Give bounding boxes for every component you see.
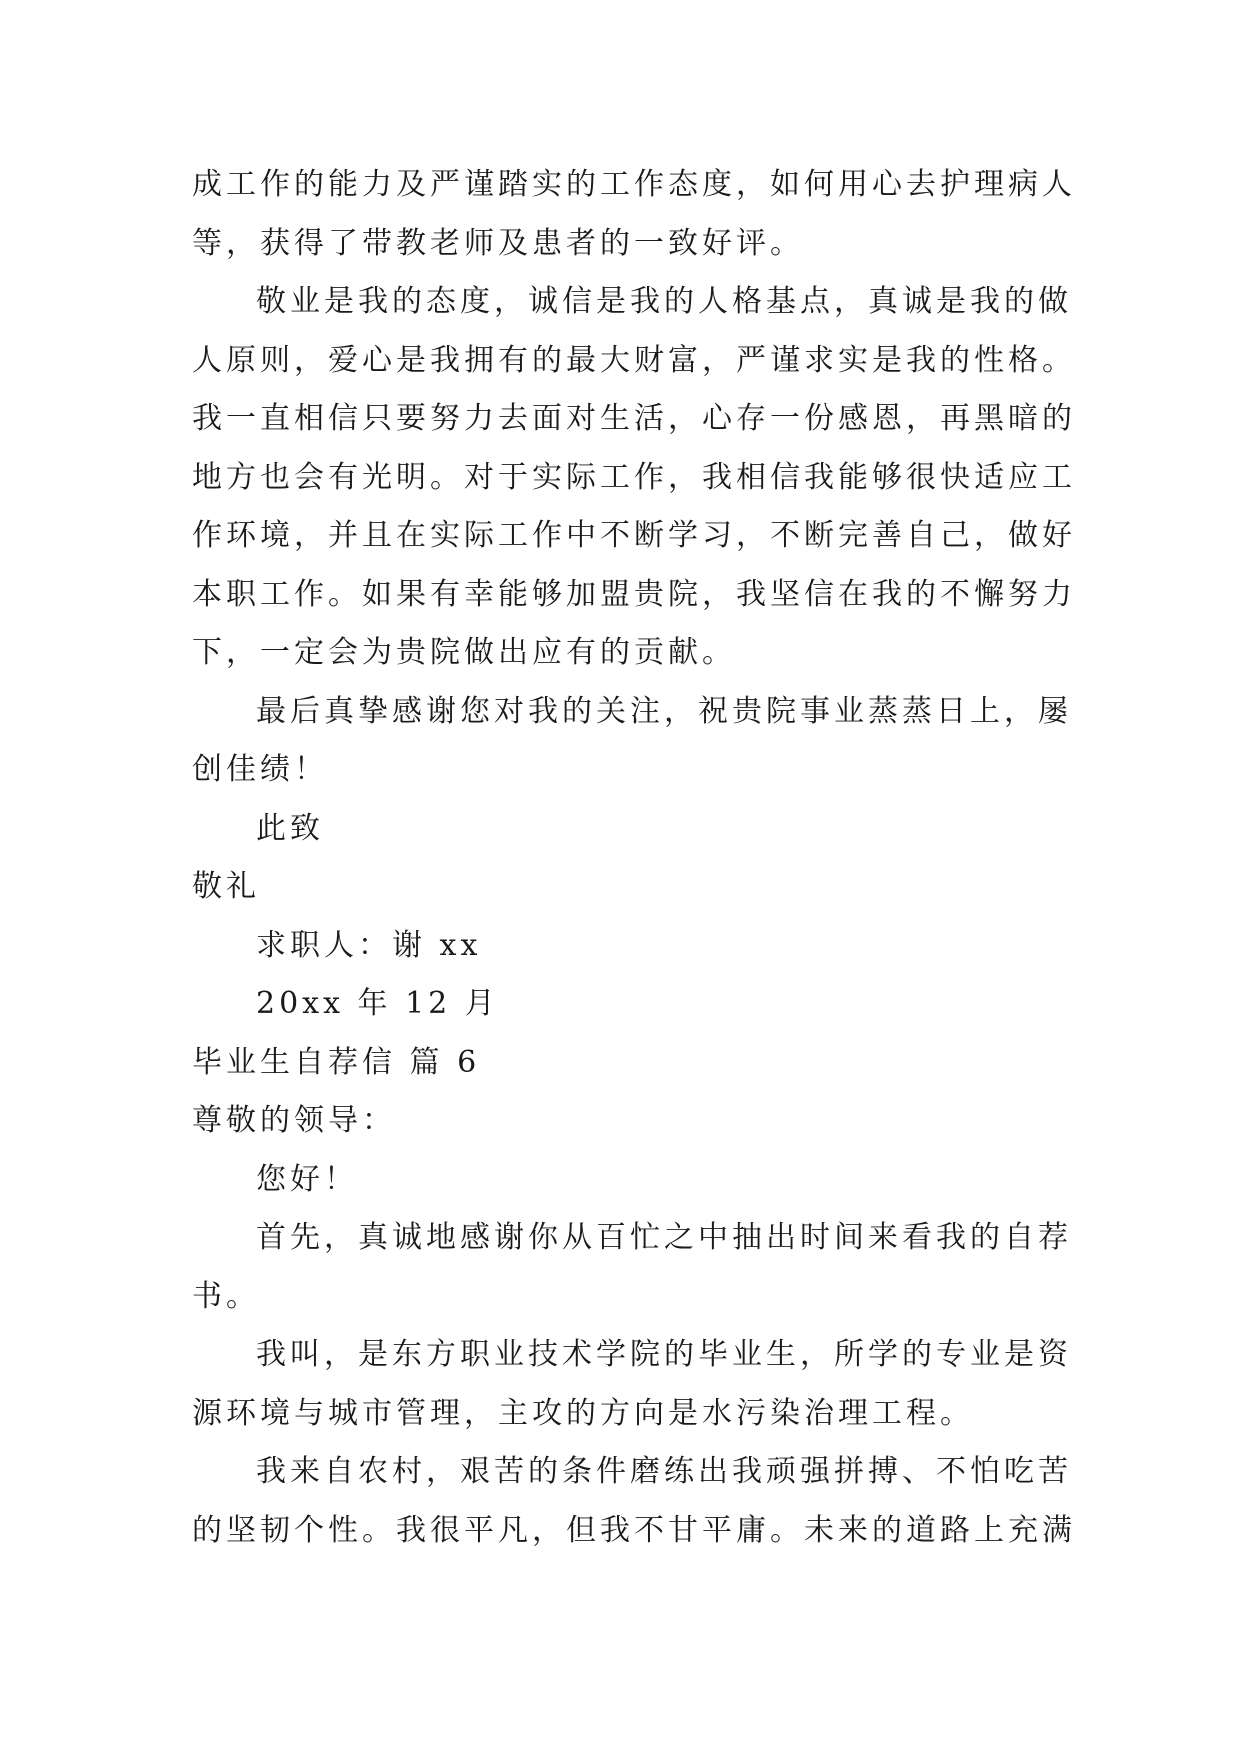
text-line: 敬业是我的态度，诚信是我的人格基点，真诚是我的做	[256, 284, 1072, 319]
text-line: 最后真挚感谢您对我的关注，祝贵院事业蒸蒸日上，屡	[256, 693, 1072, 729]
text-line: 尊敬的领导：	[192, 1103, 396, 1138]
text-line: 作环境，并且在实际工作中不断学习，不断完善自己，做好	[192, 518, 1076, 553]
text-line: 地方也会有光明。对于实际工作，我相信我能够很快适应工	[192, 459, 1076, 495]
text-line: 毕业生自荐信 篇 6	[192, 1044, 481, 1080]
text-line: 首先，真诚地感谢你从百忙之中抽出时间来看我的自荐	[256, 1220, 1072, 1255]
text-line: 人原则，爱心是我拥有的最大财富，严谨求实是我的性格。	[192, 342, 1076, 378]
text-line: 20xx 年 12 月	[256, 986, 499, 1021]
text-line: 成工作的能力及严谨踏实的工作态度，如何用心去护理病人	[192, 167, 1076, 202]
text-line: 本职工作。如果有幸能够加盟贵院，我坚信在我的不懈努力	[192, 576, 1076, 612]
text-line: 等，获得了带教老师及患者的一致好评。	[192, 225, 804, 261]
text-line: 我叫，是东方职业技术学院的毕业生，所学的专业是资	[256, 1337, 1072, 1372]
text-line: 我一直相信只要努力去面对生活，心存一份感恩，再黑暗的	[192, 401, 1076, 436]
text-line: 的坚韧个性。我很平凡，但我不甘平庸。未来的道路上充满	[192, 1512, 1076, 1548]
text-line: 我来自农村，艰苦的条件磨练出我顽强拼搏、不怕吃苦	[256, 1454, 1072, 1489]
text-line: 创佳绩！	[192, 752, 328, 787]
text-line: 您好！	[256, 1161, 358, 1197]
text-line: 求职人：谢 xx	[256, 927, 482, 963]
text-line: 敬礼	[192, 869, 260, 904]
text-line: 此致	[256, 810, 324, 846]
document-body	[192, 156, 1076, 1560]
text-line: 书。	[192, 1278, 260, 1314]
text-line: 下，一定会为贵院做出应有的贡献。	[192, 635, 736, 670]
text-line: 源环境与城市管理，主攻的方向是水污染治理工程。	[192, 1395, 974, 1431]
